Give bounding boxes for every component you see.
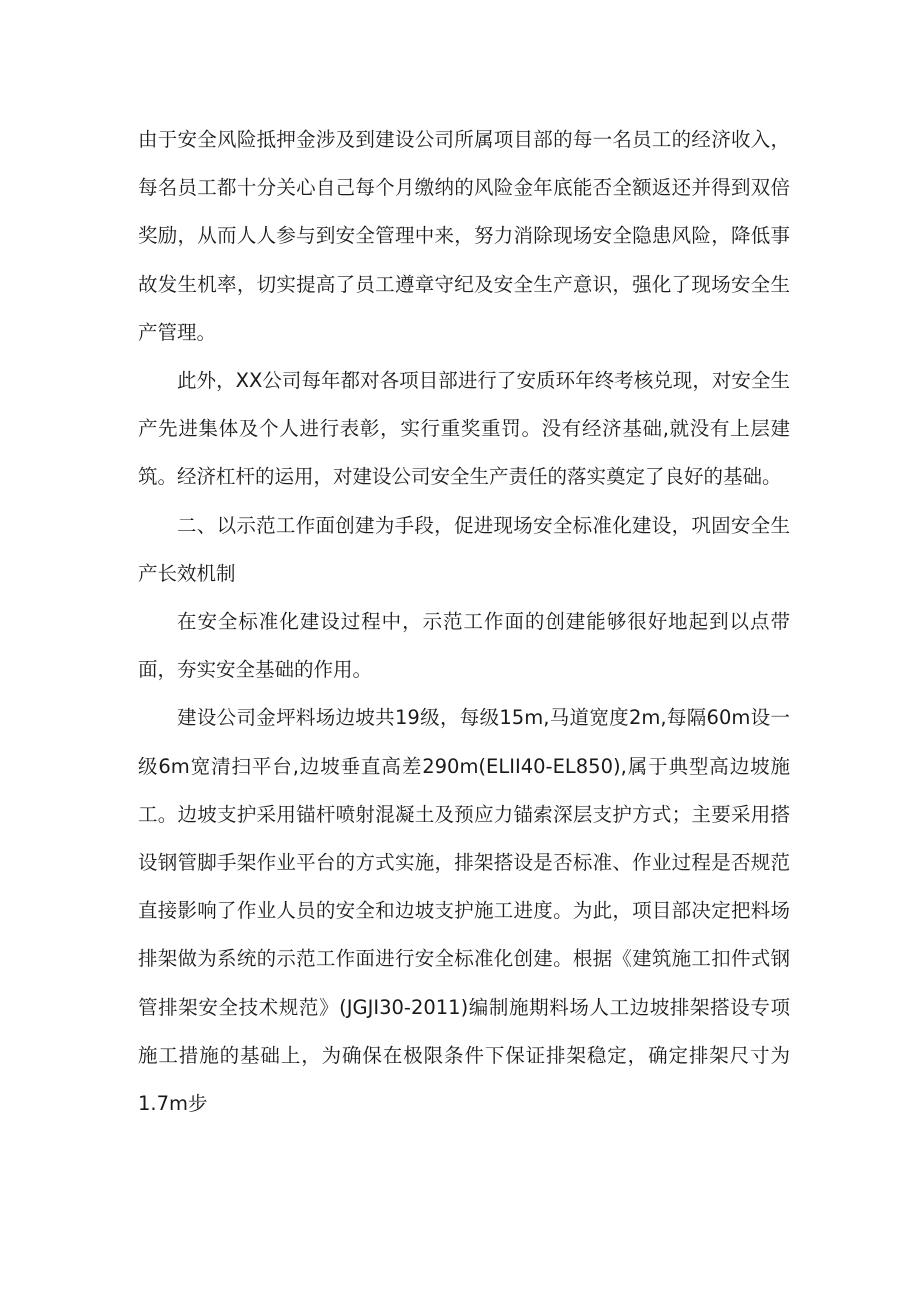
document-body: [138, 116, 790, 1128]
paragraph-demo-workface: 在安全标准化建设过程中，示范工作面的创建能够很好地起到以点带面，夯实安全基础的作用。: [138, 610, 790, 682]
section-heading-two: 二、以示范工作面创建为手段，促进现场安全标准化建设，巩固安全生产长效机制: [138, 513, 790, 585]
paragraph-slope-construction: 建设公司金坪料场边坡共19级，每级15m,马道宽度2m,每隔60m设一级6m宽清扫平台,边坡垂直高差290m(ELII40-EL850),属于典型高边坡施工。边坡支护采用锚杆喷射混凝土及预应力锚索深层支护方式；主要采用搭设钢管脚手架作业平台的方式实施，排架搭设是否标准、作业过程是否规范直接影响了作业人员的安全和边坡支护施工进度。为此，项目部决定把料场排架做为系统的示范工作面进行安全标准化创建。根据《建筑施工扣件式钢管排架安全技术规范》(JGJI30-2011)编制施期料场人工边坡排架搭设专项施工措施的基础上，为确保在极限条件下保证排架稳定，确定排架尺寸为1.7m步: [138, 706, 790, 1116]
paragraph-annual-assessment: 此外，XX公司每年都对各项目部进行了安质环年终考核兑现，对安全生产先进集体及个人进行表彰，实行重奖重罚。没有经济基础,就没有上层建筑。经济杠杆的运用，对建设公司安全生产责任的落实奠定了良好的基础。: [138, 369, 790, 489]
paragraph-risk-deposit: 由于安全风险抵押金涉及到建设公司所属项目部的每一名员工的经济收入，每名员工都十分关心自己每个月缴纳的风险金年底能否全额返还并得到双倍奖励，从而人人参与到安全管理中来，努力消除现场安全隐患风险，降低事故发生机率，切实提高了员工遵章守纪及安全生产意识，强化了现场安全生产管理。: [138, 128, 790, 344]
